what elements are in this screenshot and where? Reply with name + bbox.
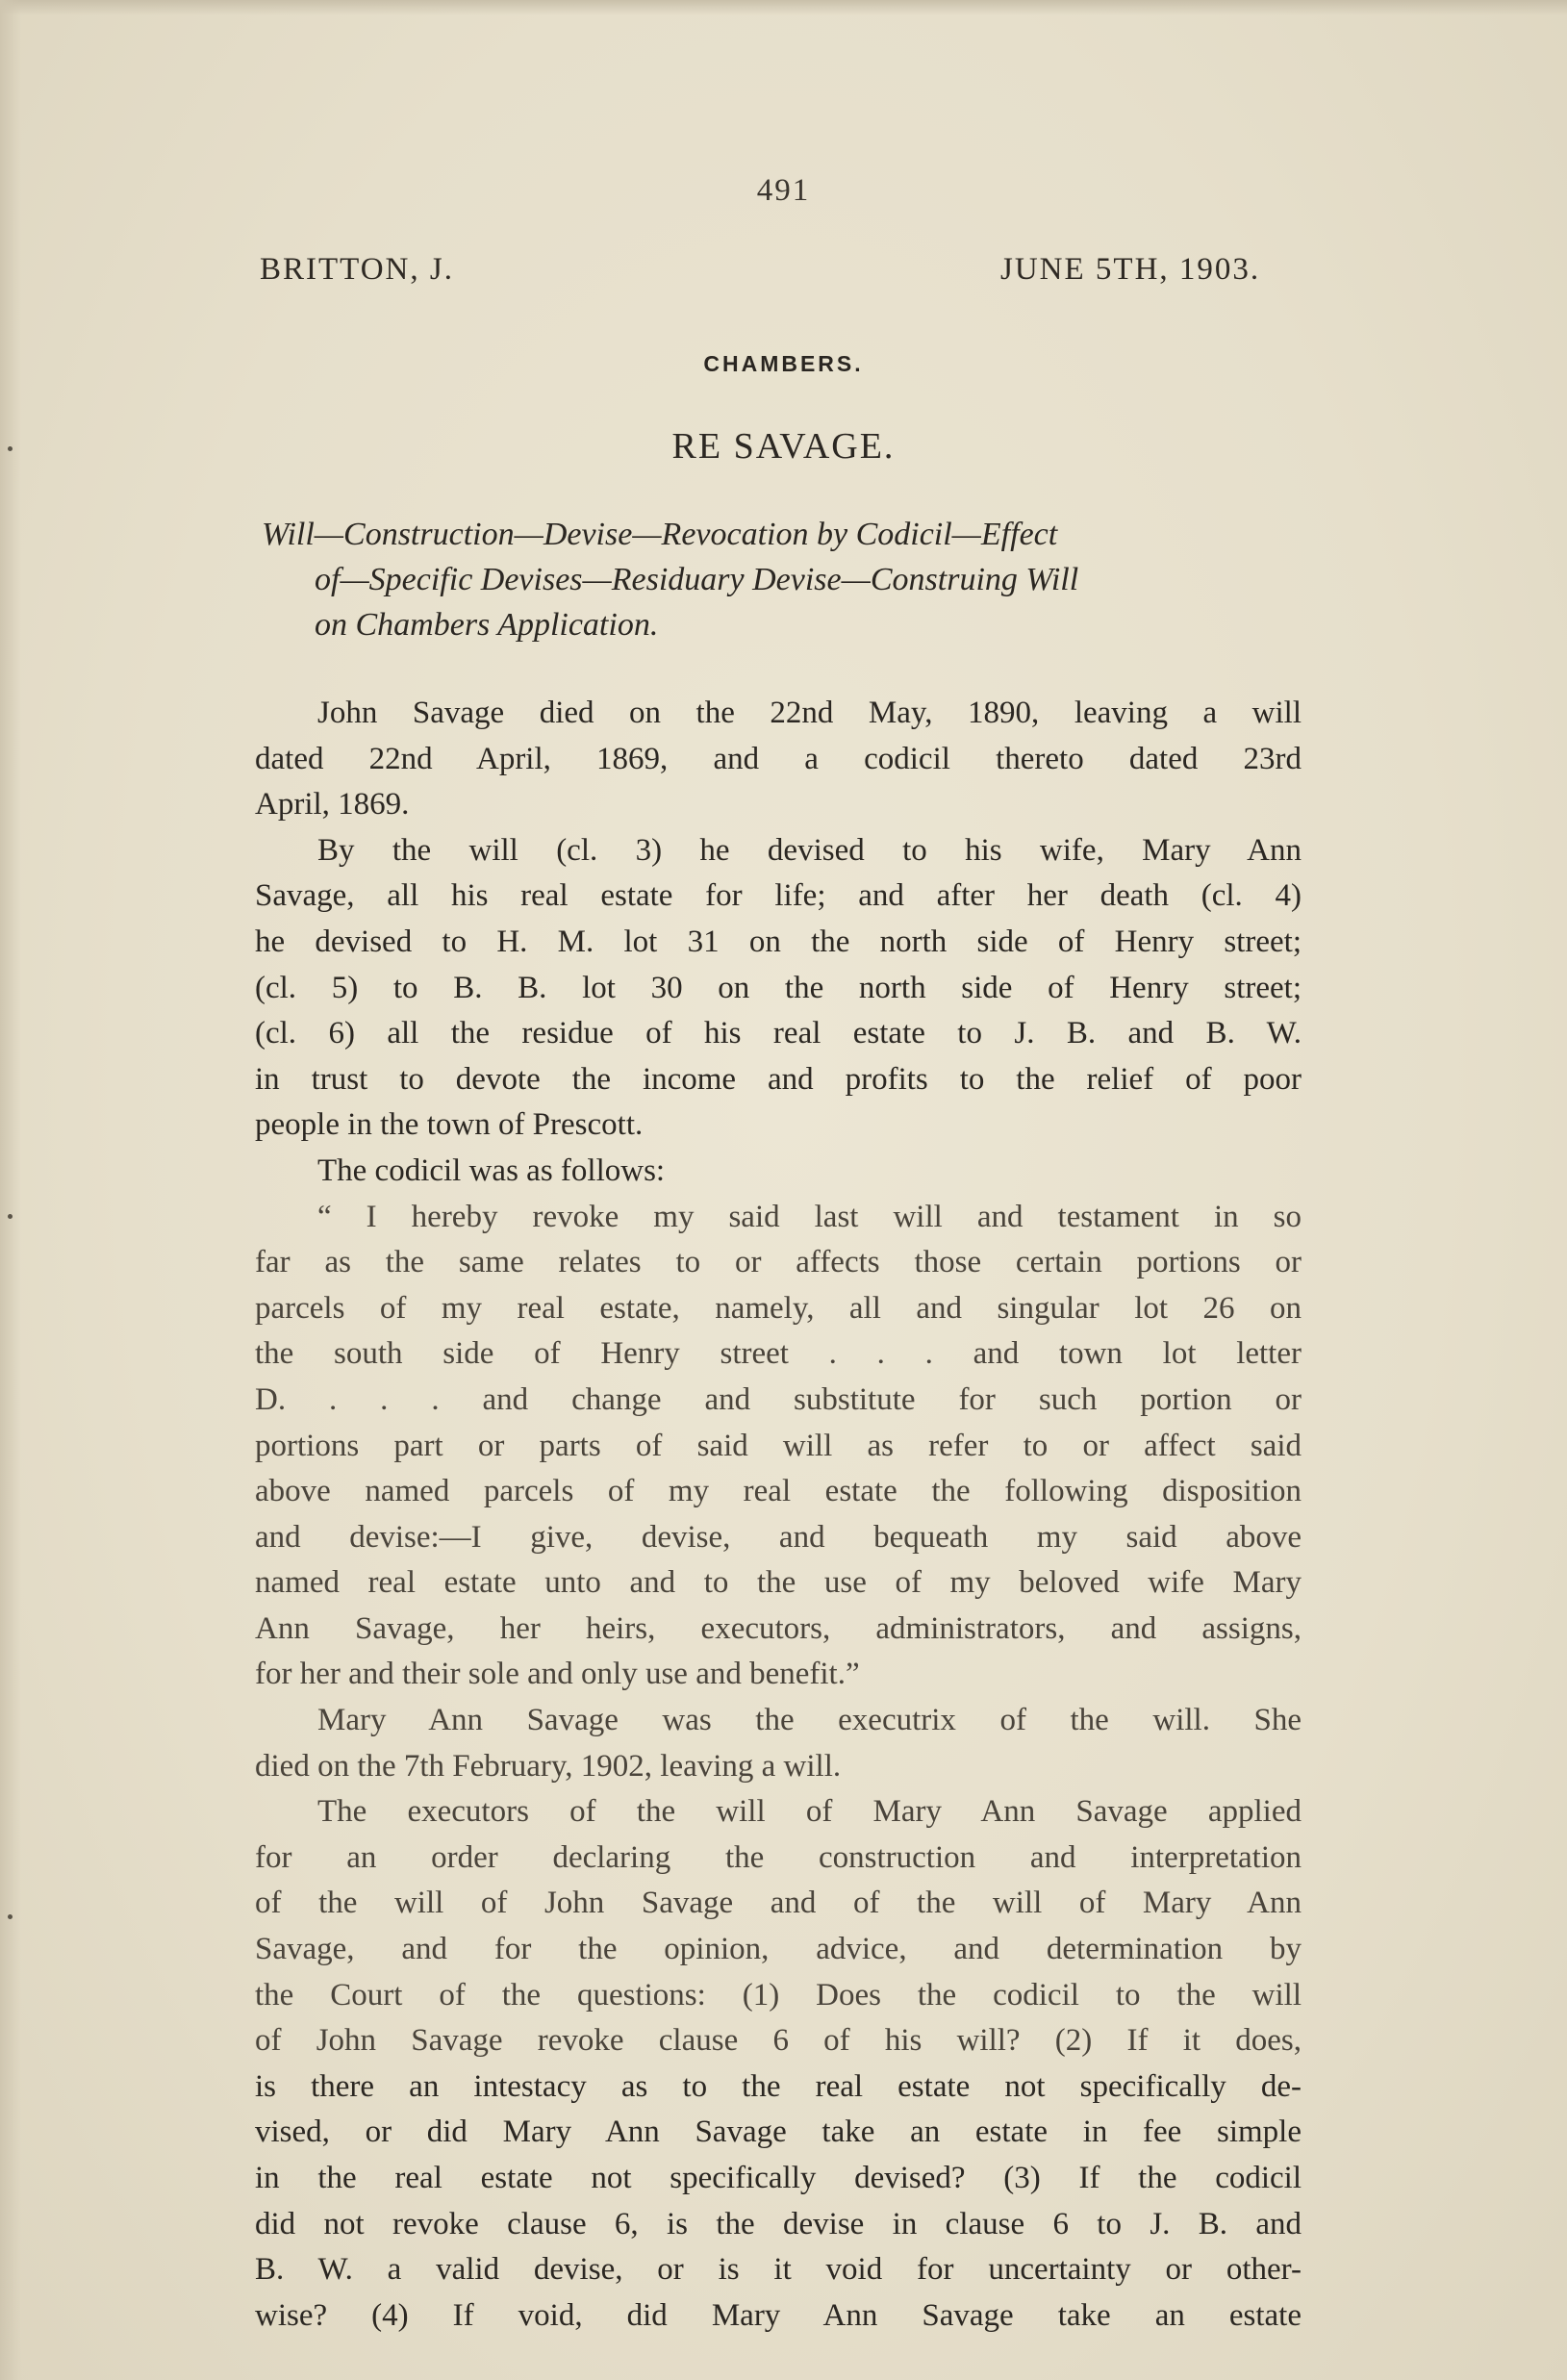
body-line: (cl. 5) to B. B. lot 30 on the north side of Henry street;	[255, 970, 1302, 1005]
court-heading: CHAMBERS.	[703, 351, 864, 376]
body-line: Mary Ann Savage was the executrix of the will. She	[317, 1703, 1302, 1738]
body-line: above named parcels of my real estate the following disposition	[255, 1474, 1302, 1509]
body-line: The executors of the will of Mary Ann Savage applied	[317, 1794, 1302, 1830]
case-title: RE SAVAGE.	[671, 426, 896, 467]
headnote-line: Will—Construction—Devise—Revocation by Codicil—Effect	[262, 517, 1058, 552]
body-line: Ann Savage, her heirs, executors, administrators, and assigns,	[255, 1610, 1302, 1646]
page-top-edge	[0, 0, 1567, 15]
headnote-line: of—Specific Devises—Residuary Devise—Construing Will	[315, 562, 1079, 597]
body-line: died on the 7th February, 1902, leaving a will.	[255, 1748, 842, 1784]
body-line: of John Savage revoke clause 6 of his will? (2) If it does,	[255, 2023, 1302, 2059]
body-line: and devise:—I give, devise, and bequeath my said above	[255, 1519, 1302, 1555]
body-line: for her and their sole and only use and benefit.”	[255, 1657, 860, 1692]
body-line: April, 1869.	[255, 787, 410, 823]
body-line: (cl. 6) all the residue of his real estate to J. B. and B. W.	[255, 1016, 1302, 1051]
body-line: in the real estate not specifically devised? (3) If the codicil	[255, 2161, 1302, 2195]
body-line: people in the town of Prescott.	[255, 1107, 644, 1143]
margin-mark	[8, 1214, 13, 1219]
headnote	[262, 512, 1301, 647]
body-line: By the will (cl. 3) he devised to his wife, Mary Ann	[317, 832, 1302, 868]
running-head-judge: BRITTON, J.	[260, 252, 454, 287]
body-line: parcels of my real estate, namely, all and singular lot 26 on	[255, 1290, 1302, 1326]
body-line: in trust to devote the income and profits to the relief of poor	[255, 1061, 1302, 1097]
body-line: B. W. a valid devise, or is it void for uncertainty or other-	[255, 2252, 1302, 2288]
body-line: D. . . . and change and substitute for such portion or	[255, 1381, 1302, 1417]
body-text	[255, 691, 1302, 2339]
body-line: Savage, and for the opinion, advice, and determination by	[255, 1932, 1302, 1967]
body-line: “ I hereby revoke my said last will and testament in so	[317, 1199, 1302, 1234]
body-line: is there an intestacy as to the real estate not specifically de-	[255, 2068, 1302, 2104]
body-line: for an order declaring the construction and interpretation	[255, 1839, 1302, 1875]
body-line: the Court of the questions: (1) Does the codicil to the will	[255, 1977, 1302, 2013]
body-line: The codicil was as follows:	[317, 1152, 666, 1188]
body-line: dated 22nd April, 1869, and a codicil thereto dated 23rd	[255, 741, 1302, 776]
body-line: named real estate unto and to the use of my beloved wife Mary	[255, 1565, 1302, 1601]
body-line: wise? (4) If void, did Mary Ann Savage take an estate	[255, 2297, 1302, 2333]
body-line: of the will of John Savage and of the will of Mary Ann	[255, 1886, 1302, 1921]
body-line: the south side of Henry street . . . and town lot letter	[255, 1336, 1302, 1372]
body-line: Savage, all his real estate for life; and after her death (cl. 4)	[255, 878, 1302, 914]
page-number: 491	[756, 173, 811, 208]
headnote-line: on Chambers Application.	[315, 607, 659, 643]
body-line: far as the same relates to or affects those certain portions or	[255, 1245, 1302, 1280]
body-line: John Savage died on the 22nd May, 1890, leaving a will	[317, 696, 1302, 730]
body-line: vised, or did Mary Ann Savage take an estate in fee simple	[255, 2114, 1302, 2150]
margin-mark	[8, 1914, 13, 1919]
running-head-date: JUNE 5TH, 1903.	[1000, 252, 1261, 287]
body-line: he devised to H. M. lot 31 on the north side of Henry street;	[255, 924, 1302, 959]
body-line: portions part or parts of said will as refer to or affect said	[255, 1428, 1302, 1463]
body-line: did not revoke clause 6, is the devise in clause 6 to J. B. and	[255, 2206, 1302, 2241]
